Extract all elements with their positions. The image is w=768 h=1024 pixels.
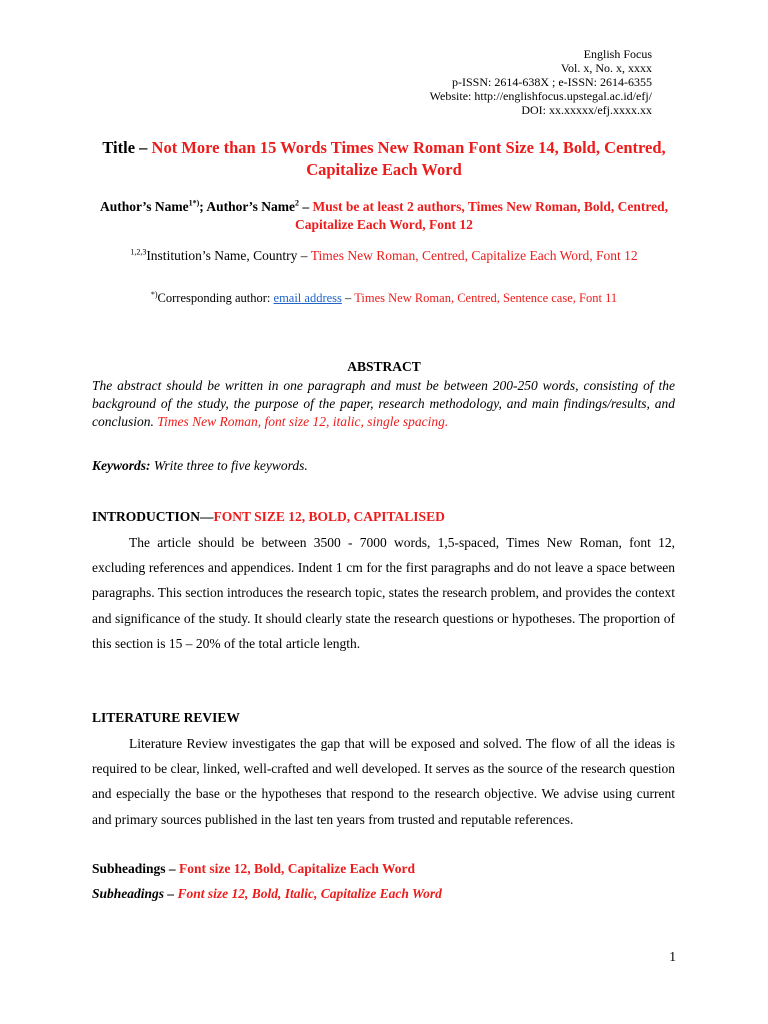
author-1-superscript: 1*) — [188, 198, 200, 208]
subheading-bold-instruction: Font size 12, Bold, Capitalize Each Word — [179, 861, 416, 876]
institution-superscript: 1,2,3 — [130, 247, 147, 257]
author-2-superscript: 2 — [295, 198, 299, 208]
keywords-line — [92, 458, 675, 474]
page-number: 1 — [669, 949, 676, 964]
introduction-heading — [92, 509, 675, 525]
journal-volume: Vol. x, No. x, xxxx — [560, 61, 652, 75]
abstract-instruction: Times New Roman, font size 12, italic, single spacing. — [157, 414, 449, 429]
abstract-text — [92, 377, 675, 431]
corresponding-dash: – — [341, 291, 355, 305]
introduction-heading-instruction: FONT SIZE 12, BOLD, CAPITALISED — [213, 509, 445, 524]
title-instruction: Not More than 15 Words Times New Roman Font Size 14, Bold, Centred, Capitalize Each Word — [151, 138, 666, 179]
author-instruction: Must be at least 2 authors, Times New Roman, Bold, Centred, Capitalize Each Word, Font 12 — [295, 199, 669, 232]
paper-title — [90, 137, 678, 181]
author-dash: – — [299, 199, 313, 214]
abstract-body: The abstract should be written in one paragraph and must be between 200-250 words, consisting of the background of the study, the purpose of the paper, research methodology, and main findings/results, and conclusion. — [92, 378, 675, 429]
subheading-italic-label: Subheadings – — [92, 886, 178, 901]
literature-review-paragraph: Literature Review investigates the gap that will be exposed and solved. The flow of all the ideas is required to be clear, linked, well-crafted and well developed. It serves as the source of the research question and especially the base or the hypotheses that respond to the research objective. We advise using current and primary sources published in the last ten years from trusted and reputable references. — [92, 736, 675, 827]
institution-instruction: Times New Roman, Centred, Capitalize Each Word, Font 12 — [310, 248, 638, 263]
journal-doi: DOI: xx.xxxxx/efj.xxxx.xx — [521, 103, 652, 117]
journal-issn: p-ISSN: 2614-638X ; e-ISSN: 2614-6355 — [452, 75, 652, 89]
journal-name: English Focus — [583, 47, 652, 61]
author-separator: ; — [199, 199, 207, 214]
author-name-2: Author’s Name — [206, 199, 295, 214]
author-line — [92, 198, 676, 234]
literature-review-heading: LITERATURE REVIEW — [92, 710, 240, 725]
author-name-1: Author’s Name — [99, 199, 189, 214]
corresponding-label: Corresponding author: — [157, 291, 274, 305]
abstract-heading: ABSTRACT — [347, 359, 421, 374]
corresponding-instruction: Times New Roman, Centred, Sentence case, Font 11 — [354, 291, 618, 305]
subheading-bold-label: Subheadings – — [92, 861, 180, 876]
email-link[interactable]: email address — [273, 291, 342, 305]
title-lead: Title – — [102, 138, 152, 157]
institution-text: Institution’s Name, Country – — [146, 248, 311, 263]
subheading-bold-italic — [92, 886, 675, 902]
journal-website: Website: http://englishfocus.upstegal.ac.id/efj/ — [429, 89, 652, 103]
corresponding-superscript: *) — [150, 289, 158, 299]
keywords-label: Keywords: — [92, 458, 151, 473]
institution-line — [92, 247, 676, 264]
journal-header — [430, 47, 652, 117]
introduction-heading-text: INTRODUCTION— — [92, 509, 214, 524]
introduction-paragraph: The article should be between 3500 - 7000 words, 1,5-spaced, Times New Roman, font 12, excluding references and appendices. Indent 1 cm for the first paragraphs and do not leave a space between paragraphs. This section introduces the research topic, states the research problem, and provides the context and significance of the study. It should clearly state the research questions or hypotheses. The proportion of this section is 15 – 20% of the total article length. — [92, 535, 675, 651]
corresponding-author-line — [92, 290, 676, 306]
subheading-italic-instruction: Font size 12, Bold, Italic, Capitalize Each Word — [177, 886, 442, 901]
keywords-text: Write three to five keywords. — [150, 458, 308, 473]
subheading-bold — [92, 861, 675, 877]
